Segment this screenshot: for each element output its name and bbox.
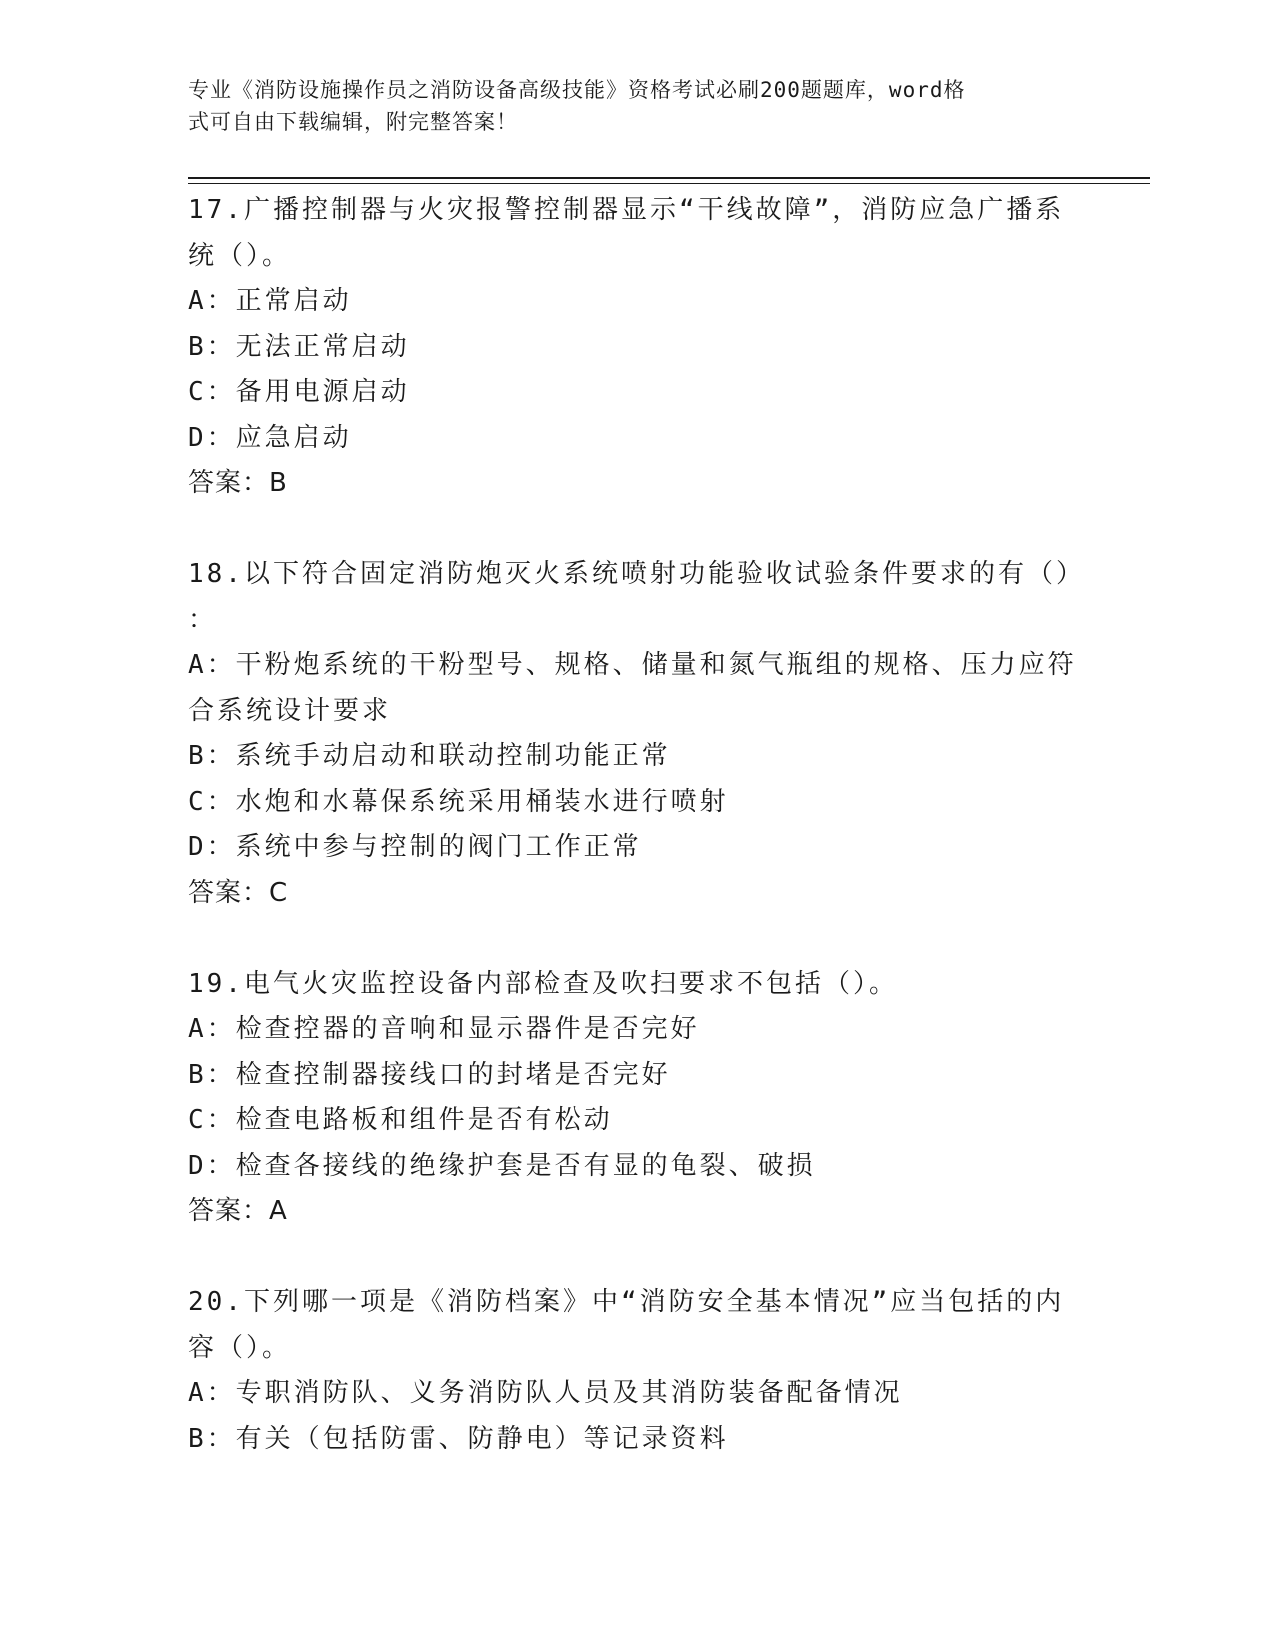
answer-line: 答案：B xyxy=(188,468,288,498)
question-list xyxy=(188,188,1088,1462)
option-c: C：水炮和水幕保系统采用桶装水进行喷射 xyxy=(188,786,729,817)
question-stem: 19.电气火灾监控设备内部检查及吹扫要求不包括（）。 xyxy=(188,968,898,999)
option-d: D：检查各接线的绝缘护套是否有显的龟裂、破损 xyxy=(188,1150,816,1181)
question-stem: 17.广播控制器与火灾报警控制器显示“干线故障”，消防应急广播系 xyxy=(188,195,1065,225)
header-line-1: 专业《消防设施操作员之消防设备高级技能》资格考试必刷200题题库，word格 xyxy=(188,78,966,102)
question-18 xyxy=(188,552,1088,916)
question-spacer xyxy=(188,507,1088,553)
question-spacer xyxy=(188,916,1088,962)
question-spacer xyxy=(188,1235,1088,1281)
option-b: B：系统手动启动和联动控制功能正常 xyxy=(188,741,671,771)
option-c: C：检查电路板和组件是否有松动 xyxy=(188,1105,613,1135)
answer-line: 答案：C xyxy=(188,877,289,908)
option-c: C：备用电源启动 xyxy=(188,377,410,407)
option-a-continued: 合系统设计要求 xyxy=(188,695,392,726)
question-stem-continued: 容（）。 xyxy=(188,1332,292,1363)
option-b: B：检查控制器接线口的封堵是否完好 xyxy=(188,1059,671,1090)
question-stem-continued: 统（）。 xyxy=(188,240,292,271)
option-a: A：干粉炮系统的干粉型号、规格、储量和氮气瓶组的规格、压力应符 xyxy=(188,650,1077,680)
header-divider-thin xyxy=(188,183,1150,184)
document-header xyxy=(188,74,1068,138)
question-stem-continued: ： xyxy=(188,604,218,635)
option-a: A：正常启动 xyxy=(188,286,352,316)
header-line-2: 式可自由下载编辑，附完整答案！ xyxy=(188,110,518,134)
question-stem: 20.下列哪一项是《消防档案》中“消防安全基本情况”应当包括的内 xyxy=(188,1287,1065,1317)
option-b: B：无法正常启动 xyxy=(188,331,410,362)
question-20 xyxy=(188,1280,1088,1462)
option-d: D：系统中参与控制的阀门工作正常 xyxy=(188,832,642,862)
option-a: A：检查控器的音响和显示器件是否完好 xyxy=(188,1014,700,1044)
option-b: B：有关（包括防雷、防静电）等记录资料 xyxy=(188,1423,729,1454)
question-19 xyxy=(188,962,1088,1235)
question-stem: 18.以下符合固定消防炮灭火系统喷射功能验收试验条件要求的有（） xyxy=(188,559,1085,589)
header-divider-thick xyxy=(188,177,1150,179)
option-d: D：应急启动 xyxy=(188,422,352,453)
option-a: A：专职消防队、义务消防队人员及其消防装备配备情况 xyxy=(188,1378,903,1408)
answer-line: 答案：A xyxy=(188,1196,288,1226)
question-17 xyxy=(188,188,1088,507)
